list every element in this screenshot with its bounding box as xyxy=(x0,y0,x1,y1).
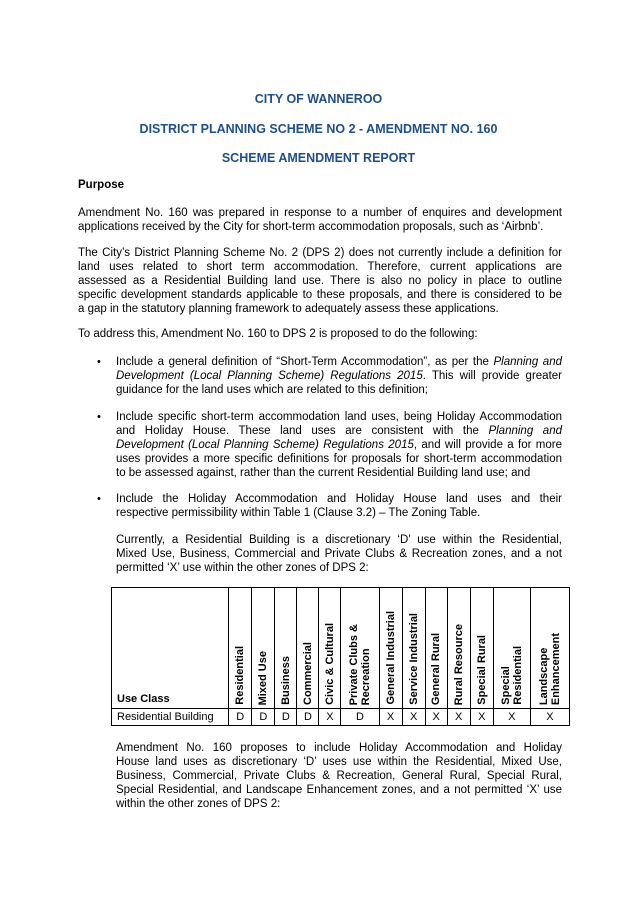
text-line: Special Residential, and Landscape Enhancement zones, and a not permitted ‘X’ use xyxy=(116,784,562,796)
zone-header-rural-resource xyxy=(447,588,470,709)
purpose-paragraph-1 xyxy=(78,206,562,234)
text-line xyxy=(116,355,562,369)
report-heading: SCHEME AMENDMENT REPORT xyxy=(221,151,416,165)
purpose-heading: Purpose xyxy=(78,179,125,191)
italic-text: Development (Local Planning Scheme) Regulations 2015 xyxy=(116,439,414,451)
text-line: Include the Holiday Accommodation and Holiday House land uses and their xyxy=(116,493,562,505)
zone-label: Commercial xyxy=(301,642,314,705)
text-line: permitted ‘X’ use within the other zones of DPS 2: xyxy=(116,562,369,574)
city-heading: CITY OF WANNEROO xyxy=(254,92,383,106)
italic-text: Planning and xyxy=(493,356,562,368)
zone-label xyxy=(538,633,562,705)
zone-label: Business xyxy=(279,656,292,705)
text-line: respective permissibility within Table 1 (Clause 3.2) – The Zoning Table. xyxy=(116,507,481,519)
bullet-icon: • xyxy=(97,356,101,368)
zone-label-line: Special xyxy=(499,666,512,705)
text-line: Business, Commercial, Private Clubs & Recreation, General Rural, Special Rural, xyxy=(116,770,562,782)
bullet-item-land-uses xyxy=(116,410,562,480)
zone-label-line: Private Clubs & xyxy=(348,623,361,705)
text-line: land uses related to short term accommodation. Therefore, current applications are xyxy=(78,261,562,273)
closing-paragraph xyxy=(116,741,562,811)
text-line: assessed as a Residential Building land use. There is also no policy in place to outline xyxy=(78,275,562,287)
zone-header-special-residential xyxy=(493,588,530,709)
text-line: specific development standards applicable to these proposals, and there is considered to be xyxy=(78,289,562,301)
text-line: Mixed Use, Business, Commercial and Private Clubs & Recreation zones, and a not xyxy=(116,548,562,560)
bullet-icon: • xyxy=(97,411,101,423)
permissibility-cell: X xyxy=(425,709,447,726)
permissibility-cell: X xyxy=(319,709,341,726)
zone-label: Rural Resource xyxy=(452,623,465,705)
bullet-item-zoning-table xyxy=(116,492,562,520)
zone-label: Special Rural xyxy=(475,635,488,705)
text-line: a gap in the statutory planning framework to adequately assess these applications. xyxy=(78,303,499,315)
text-line xyxy=(116,369,562,383)
zone-header-private-clubs-recreation xyxy=(341,588,379,709)
zone-label: Mixed Use xyxy=(257,650,270,705)
zone-header-general-industrial xyxy=(379,588,402,709)
permissibility-cell: X xyxy=(530,709,569,726)
permissibility-cell: D xyxy=(229,709,252,726)
zone-label: General Industrial xyxy=(384,611,397,705)
text-line: Include specific short-term accommodation land uses, being Holiday Accommodation xyxy=(116,411,562,423)
zone-label xyxy=(348,624,372,705)
permissibility-cell: X xyxy=(379,709,402,726)
use-class-header: Use Class xyxy=(112,588,229,709)
permissibility-cell: X xyxy=(402,709,425,726)
zone-header-business xyxy=(275,588,297,709)
text-line: The City’s District Planning Scheme No. 2 (DPS 2) does not currently include a definition for xyxy=(78,247,562,259)
zone-label: Civic & Cultural xyxy=(323,623,336,705)
permissibility-cell: D xyxy=(297,709,319,726)
zone-header-service-industrial xyxy=(402,588,425,709)
zone-header-civic-cultural xyxy=(319,588,341,709)
table-row xyxy=(112,709,570,726)
text-line: Amendment No. 160 proposes to include Holiday Accommodation and Holiday xyxy=(116,742,562,754)
text-line: Amendment No. 160 was prepared in response to a number of enquires and development xyxy=(78,207,562,219)
zone-header-mixed-use xyxy=(252,588,275,709)
zone-header-commercial xyxy=(297,588,319,709)
text-line xyxy=(116,424,562,438)
permissibility-cell: D xyxy=(275,709,297,726)
text-line: applications received by the City for short-term accommodation proposals, such as ‘Airbnb’. xyxy=(78,221,544,233)
italic-text: Development (Local Planning Scheme) Regulations 2015 xyxy=(116,370,423,382)
zone-header-landscape-enhancement xyxy=(530,588,569,709)
zone-label-line: Recreation xyxy=(360,648,373,705)
zoning-table xyxy=(111,587,570,726)
purpose-paragraph-2 xyxy=(78,246,562,316)
text-line: House land uses as discretionary ‘D’ uses use within the Residential, Mixed Use, xyxy=(116,756,562,768)
use-class-cell: Residential Building xyxy=(112,709,229,726)
table-header-row xyxy=(112,588,570,709)
text-line: guidance for the land uses which are related to this definition; xyxy=(116,384,428,396)
zone-label-line: Landscape xyxy=(537,647,550,705)
zone-header-general-rural xyxy=(425,588,447,709)
permissibility-cell: D xyxy=(341,709,379,726)
current-permissibility-paragraph xyxy=(116,533,562,575)
text-line xyxy=(116,438,562,452)
zone-label-line: Enhancement xyxy=(549,632,562,705)
permissibility-cell: X xyxy=(493,709,530,726)
text-line: within the other zones of DPS 2: xyxy=(116,798,281,810)
zone-label: General Rural xyxy=(430,632,443,705)
bullet-item-definition xyxy=(116,355,562,397)
zone-label: Service Industrial xyxy=(407,613,420,705)
text-run: . This will provide greater xyxy=(422,370,562,382)
text-line: To address this, Amendment No. 160 to DPS 2 is proposed to do the following: xyxy=(78,328,478,340)
text-run: and Holiday House. These land uses are consistent with the xyxy=(116,425,479,437)
zone-label-line: Residential xyxy=(511,646,524,705)
zone-header-special-rural xyxy=(470,588,493,709)
scheme-heading: DISTRICT PLANNING SCHEME NO 2 - AMENDMENT NO. 160 xyxy=(139,122,498,136)
permissibility-cell: X xyxy=(447,709,470,726)
permissibility-cell: D xyxy=(252,709,275,726)
text-run: , and will provide a for more xyxy=(413,439,562,451)
permissibility-cell: X xyxy=(470,709,493,726)
zone-header-residential xyxy=(229,588,252,709)
italic-text: Planning and xyxy=(488,425,562,437)
intro-paragraph xyxy=(78,327,562,341)
zone-label xyxy=(500,646,524,705)
text-run: Include a general definition of “Short-Term Accommodation”, as per the xyxy=(116,356,489,368)
text-line: Currently, a Residential Building is a discretionary ‘D’ use within the Residential, xyxy=(116,534,562,546)
text-line: uses provides a more specific definitions for proposals for short-term accommodation xyxy=(116,453,562,465)
zone-label: Residential xyxy=(234,646,247,705)
bullet-icon: • xyxy=(97,493,101,505)
text-line: to be assessed against, rather than the current Residential Building land use; and xyxy=(116,467,531,479)
